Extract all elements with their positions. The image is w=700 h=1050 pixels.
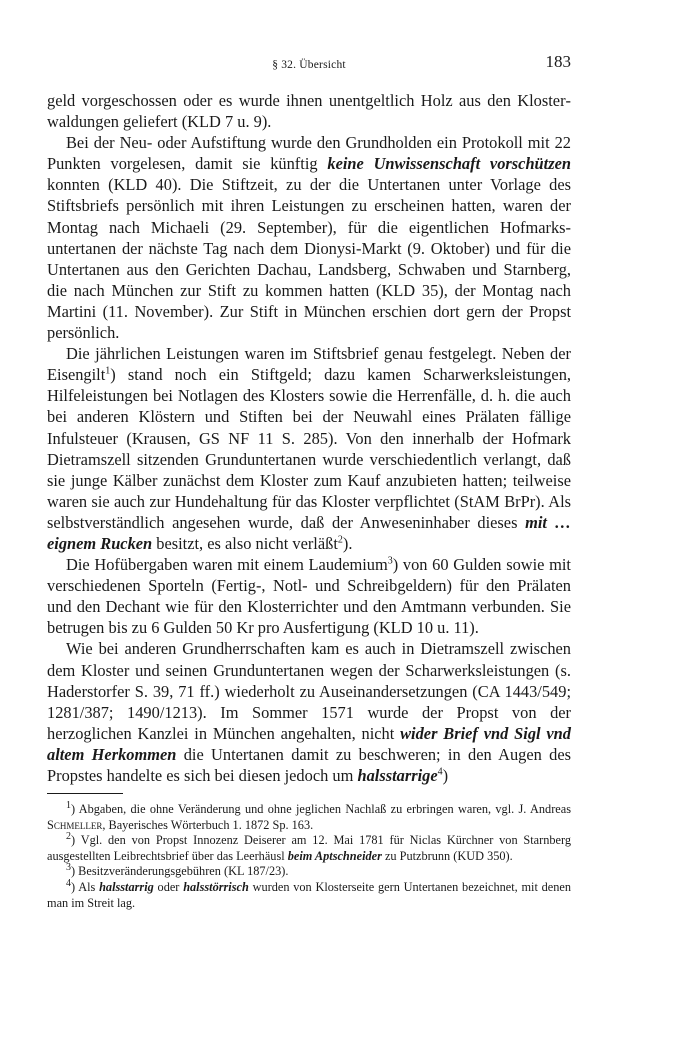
author-name: Schmeller	[47, 817, 103, 832]
footnote-4: $^4$) Als halsstarrig oder halsstörrisch wurden von Klosterseite gern Untertanen bezeichnet, mit denen man im Streit lag.	[47, 877, 572, 910]
quoted-term: wider Brief vnd Sigl vnd altem Herkommen	[47, 723, 571, 764]
quoted-term: beim Aptschneider	[287, 848, 382, 863]
footnote-ref-4: 4	[437, 766, 443, 778]
footnote-3: $^3$) Besitzveränderungsgebühren (KL 187/23).	[66, 862, 289, 879]
paragraph-2: Bei der Neu- oder Aufstiftung wurde den Grundholden ein Protokoll mit 22 Punkten vorgelesen, damit sie künftig keine Unwissenschaft vorschützen konnten (KLD 40). Die Stiftzeit, zu der die Untertanen unter Vorlage des Stiftsbriefs persönlich mit ihren Leistungen zu erscheinen hatten, waren der Montag nach Michaeli (29. September), für die eigentlichen Hofmarksuntertanen der nächste Tag nach dem Dionysi-Markt (9. Oktober) und für die Untertanen aus den Gerichten Dachau, Landsberg, Schwaben und Starnberg, die nach München zur Stift zu kommen hatten (KLD 35), der Montag nach Martini (11. November). Zur Stift in München erschien dort gern der Propst persönlich.	[47, 133, 571, 343]
footnotes	[47, 802, 571, 911]
quoted-term: mit … eignem Rucken	[47, 512, 571, 553]
page-number: 183	[545, 52, 571, 71]
paragraph-5: Wie bei anderen Grundherrschaften kam es auch in Dietramszell zwischen dem Kloster und seinen Grunduntertanen wegen der Scharwerksleistungen (s. Haderstorfer S. 39, 71 ff.) wiederholt zu Auseinandersetzungen (CA 1443/549; 1281/387; 1490/1213). Im Sommer 1571 wurde der Propst von der herzoglichen Kanzlei in München angehalten, nicht wider Brief vnd Sigl vnd altem Herkommen die Untertanen damit zu beschweren; in den Augen des Propstes handelte es sich bei diesen jedoch um halsstarrige$^4$)	[47, 639, 572, 785]
quoted-term: halsstarrig	[99, 880, 154, 895]
footnote-ref-3: 3	[387, 555, 393, 567]
paragraph-1: geld vorgeschossen oder es wurde ihnen unentgeltlich Holz aus den Klosterwaldungen geliefert (KLD 7 u. 9).	[47, 91, 571, 132]
running-title: § 32. Übersicht	[272, 59, 346, 71]
footnote-2: $^2$) Vgl. den von Propst Innozenz Deiserer am 12. Mai 1781 für Niclas Kürchner von Starnberg ausgestellten Leibrechtsbrief über das Leerhäusl beim Aptschneider zu Putzbrunn (KUD 350).	[47, 831, 571, 863]
footnote-ref-2: 2	[337, 534, 343, 546]
running-head	[47, 52, 571, 80]
footnote-1: $^1$) Abgaben, die ohne Veränderung und ohne jeglichen Nachlaß zu erbringen waren, vgl. J. Andreas Schmeller, Bayerisches Wörterbuch 1. 1872 Sp. 163.	[47, 800, 571, 832]
footnote-rule	[47, 793, 123, 794]
book-page	[47, 52, 571, 911]
paragraph-3: Die jährlichen Leistungen waren im Stiftsbrief genau festgelegt. Neben der Eisengilt$^1$) stand noch ein Stiftgeld; dazu kamen Scharwerksleistungen, Hilfeleistungen bei Notlagen des Klosters sowie die Herrenfälle, d. h. die auch bei anderen Klöstern und Stiften bei der Neuwahl eines Prälaten fällige Infulsteuer (Krausen, GS NF 11 S. 285). Von den innerhalb der Hofmark Dietramszell sitzenden Grunduntertanen wurde verschiedentlich verlangt, daß sie junge Kälber zunächst dem Kloster zum Kauf anzubieten hatten; teilweise waren sie auch zur Hundehaltung für das Kloster verpflichtet (StAM BrPr). Als selbstverständlich angesehen wurde, daß der Anweseninhaber dieses mit … eignem Rucken besitzt, es also nicht verläßt$^2$).	[47, 344, 571, 553]
quoted-term: halsstörrisch	[183, 880, 249, 895]
quoted-term: halsstarrige	[357, 766, 438, 785]
paragraph-4: Die Hofübergaben waren mit einem Laudemium$^3$) von 60 Gulden sowie mit verschiedenen Sporteln (Fertig-, Notl- und Schreibgeldern) für den Prälaten und den Dechant wie für den Klosterrichter und den Amtmann verbunden. Sie betrugen bis zu 6 Gulden 50 Kr pro Ausfertigung (KLD 10 u. 11).	[47, 555, 571, 638]
quoted-term: keine Unwissenschaft vorschützen	[327, 154, 571, 174]
body-text	[47, 90, 571, 786]
footnote-ref-1: 1	[105, 365, 111, 377]
